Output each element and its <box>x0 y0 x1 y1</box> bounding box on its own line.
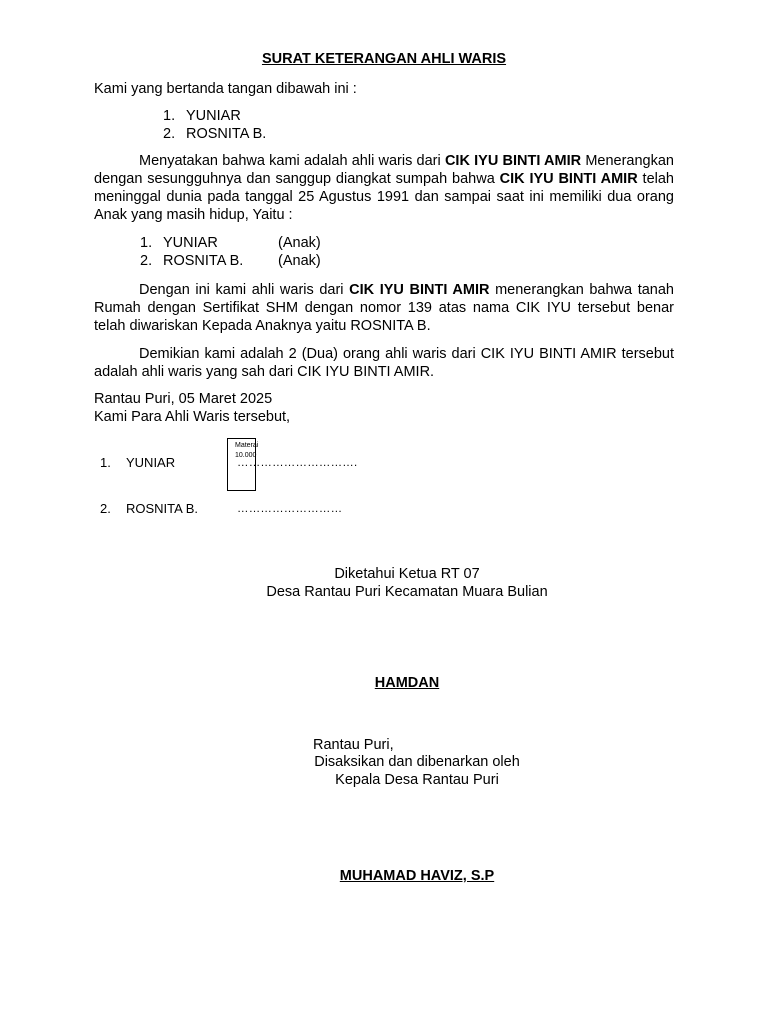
child-relation: (Anak) <box>278 235 321 251</box>
rt-head-name: HAMDAN <box>374 675 440 691</box>
village-place: Rantau Puri, <box>313 737 394 753</box>
child-name: ROSNITA B. <box>163 253 244 269</box>
signer-number: 2. <box>163 126 176 142</box>
signer-name: ROSNITA B. <box>186 126 267 142</box>
document-title: SURAT KETERANGAN AHLI WARIS <box>261 51 507 67</box>
stamp-value: 10.000 <box>235 452 257 459</box>
child-number: 1. <box>140 235 153 251</box>
heirs-label: Kami Para Ahli Waris tersebut, <box>94 409 291 425</box>
deceased-name: CIK IYU BINTI AMIR <box>349 282 490 298</box>
para-text: menerangkan bahwa tanah Rumah dengan Sertifikat SHM dengan nomor 139 atas nama CIK IYU tersebut benar telah diwariskan Kepada Anaknya yaitu ROSNITA B. <box>94 282 674 334</box>
para-text: Menyatakan bahwa kami adalah ahli waris dari <box>139 153 445 169</box>
signer-number: 1. <box>163 108 176 124</box>
child-list-item <box>140 252 321 270</box>
signer-name: YUNIAR <box>186 108 241 124</box>
signature-name: YUNIAR <box>126 455 176 470</box>
child-number: 2. <box>140 253 153 269</box>
rt-acknowledgement-line1: Diketahui Ketua RT 07 <box>334 566 480 582</box>
signature-line: ……………………… <box>237 503 343 515</box>
signer-list-item <box>163 107 241 125</box>
statement-paragraph <box>94 152 674 224</box>
signature-line: …………………………. <box>237 457 358 469</box>
inheritance-paragraph <box>94 281 674 335</box>
stamp-label: Materai <box>235 442 259 449</box>
intro-text: Kami yang bertanda tangan dibawah ini : <box>94 81 357 97</box>
rt-acknowledgement-line2: Desa Rantau Puri Kecamatan Muara Bulian <box>266 584 548 600</box>
signature-number: 1. <box>100 455 111 470</box>
village-witness-line2: Kepala Desa Rantau Puri <box>335 772 499 788</box>
signature-number: 2. <box>100 501 111 516</box>
village-head-name: MUHAMAD HAVIZ, S.P <box>339 868 495 884</box>
deceased-name: CIK IYU BINTI AMIR <box>499 171 638 187</box>
para-text: Dengan ini kami ahli waris dari <box>139 282 350 298</box>
para-text: telah meninggal dunia pada tanggal 25 Agustus 1991 dan sampai saat ini memiliki dua orang Anak yang masih hidup, Yaitu : <box>94 171 674 223</box>
child-list-item <box>140 234 321 252</box>
place-date: Rantau Puri, 05 Maret 2025 <box>94 391 273 407</box>
village-witness-line1: Disaksikan dan dibenarkan oleh <box>314 754 520 770</box>
deceased-name: CIK IYU BINTI AMIR <box>444 153 582 169</box>
closing-paragraph: Demikian kami adalah 2 (Dua) orang ahli waris dari CIK IYU BINTI AMIR tersebut adalah ahli waris yang sah dari CIK IYU BINTI AMIR. <box>94 346 674 380</box>
signature-name: ROSNITA B. <box>126 501 198 516</box>
signer-list-item <box>163 125 266 143</box>
child-relation: (Anak) <box>278 253 321 269</box>
child-name: YUNIAR <box>163 235 218 251</box>
para-text: Menerangkan dengan sesungguhnya dan sanggup diangkat sumpah bahwa <box>94 153 674 187</box>
